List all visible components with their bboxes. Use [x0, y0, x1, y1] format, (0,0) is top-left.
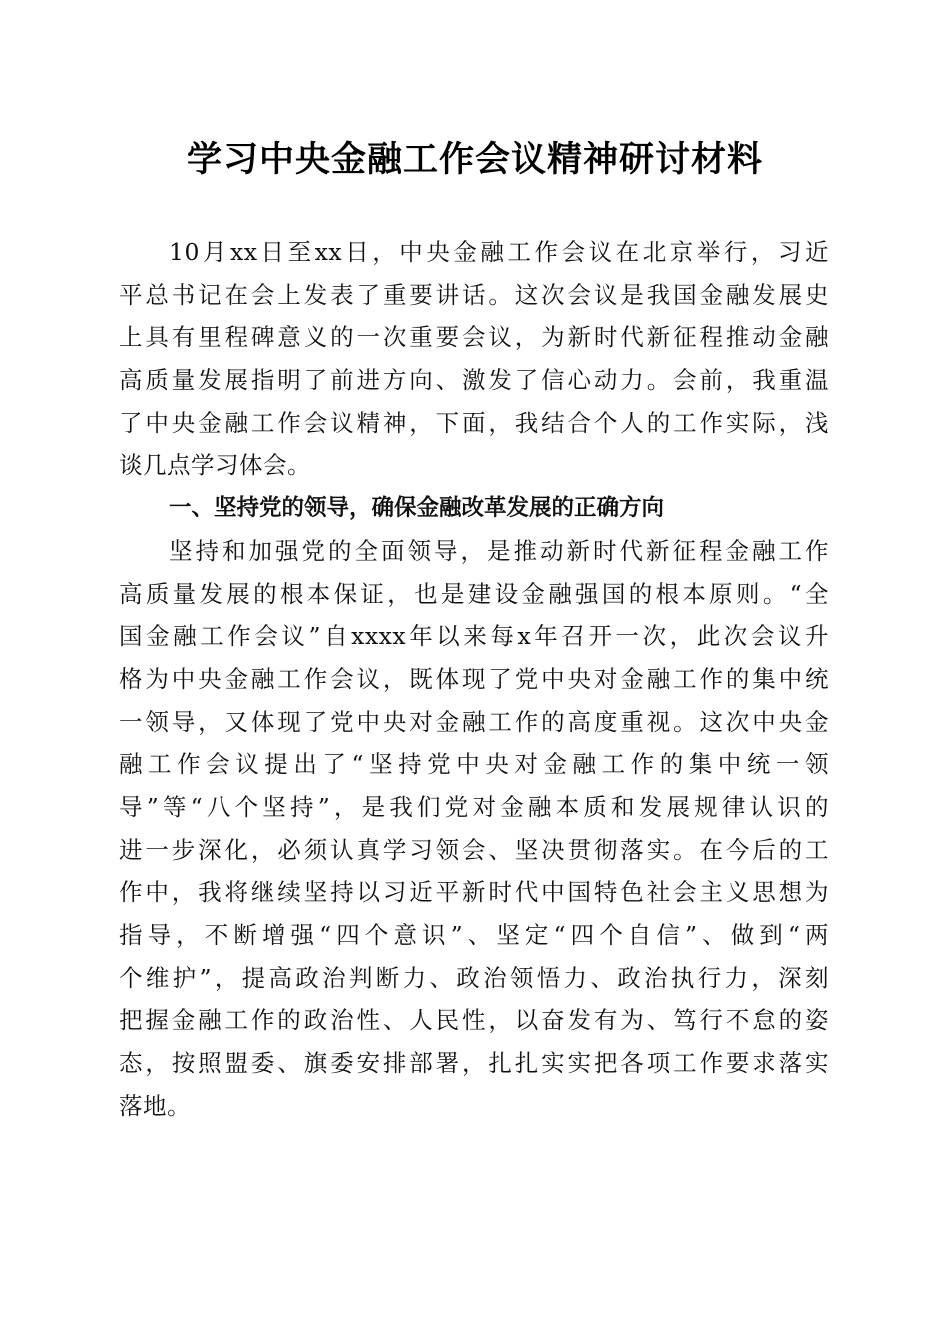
paragraph-line: 国金融工作会议”自xxxx年以来每x年召开一次，此次会议升 — [119, 622, 829, 651]
paragraph-line: 了中央金融工作会议精神，下面，我结合个人的工作实际，浅 — [119, 408, 829, 437]
document-body — [119, 231, 829, 1127]
paragraph-line: 个维护”，提高政治判断力、政治领悟力、政治执行力，深刻 — [119, 963, 829, 992]
paragraph-line: 导”等“八个坚持”，是我们党对金融本质和发展规律认识的 — [119, 792, 829, 821]
document-title: 学习中央金融工作会议精神研讨材料 — [186, 139, 763, 180]
paragraph-line: 作中，我将继续坚持以习近平新时代中国特色社会主义思想为 — [119, 878, 829, 907]
paragraph-line: 谈几点学习体会。 — [119, 451, 311, 480]
paragraph-line: 把握金融工作的政治性、人民性，以奋发有为、笃行不怠的姿 — [119, 1006, 829, 1035]
section-heading: 一、坚持党的领导，确保金融改革发展的正确方向 — [169, 495, 665, 522]
paragraph-line: 高质量发展指明了前进方向、激发了信心动力。会前，我重温 — [119, 366, 829, 395]
paragraph-line: 进一步深化，必须认真学习领会、坚决贯彻落实。在今后的工 — [119, 835, 829, 864]
paragraph-line: 格为中央金融工作会议，既体现了党中央对金融工作的集中统 — [119, 664, 829, 693]
paragraph-line: 指导，不断增强“四个意识”、坚定“四个自信”、做到“两 — [119, 921, 829, 949]
paragraph-line: 融工作会议提出了“坚持党中央对金融工作的集中统一领 — [119, 750, 829, 779]
paragraph-line: 上具有里程碑意义的一次重要会议，为新时代新征程推动金融 — [119, 323, 829, 352]
paragraph-line: 落地。 — [119, 1091, 191, 1120]
paragraph-line: 平总书记在会上发表了重要讲话。这次会议是我国金融发展史 — [119, 280, 829, 309]
paragraph-line: 一领导，又体现了党中央对金融工作的高度重视。这次中央金 — [119, 707, 829, 736]
paragraph-line: 态，按照盟委、旗委安排部署，扎扎实实把各项工作要求落实 — [119, 1049, 829, 1078]
paragraph-line: 10月xx日至xx日，中央金融工作会议在北京举行，习近 — [169, 238, 829, 266]
paragraph-line: 高质量发展的根本保证，也是建设金融强国的根本原则。“全 — [119, 579, 829, 608]
paragraph-line: 坚持和加强党的全面领导，是推动新时代新征程金融工作 — [169, 536, 829, 565]
